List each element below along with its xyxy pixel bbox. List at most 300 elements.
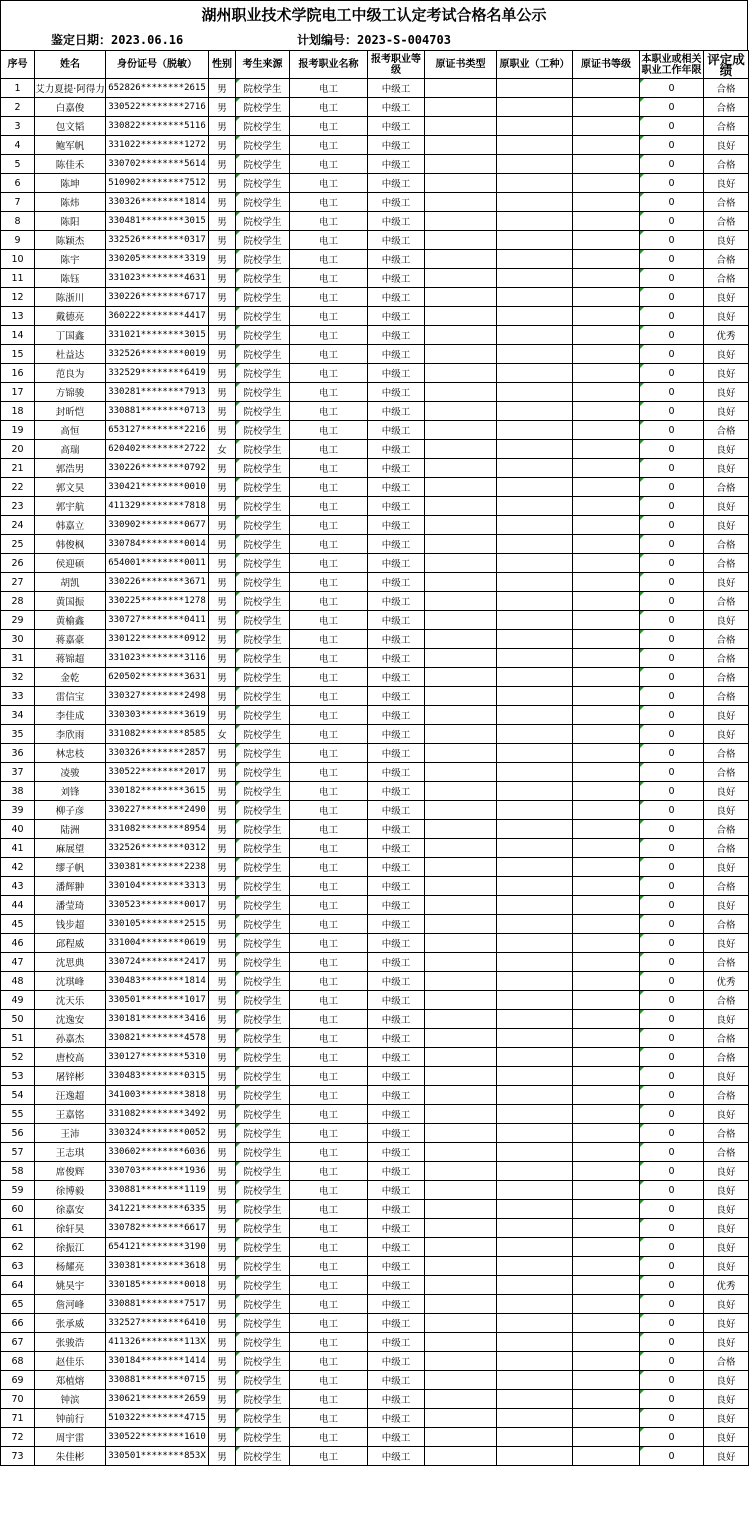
cell-orig-cert-level	[573, 1010, 640, 1029]
cell-gender: 男	[209, 706, 236, 725]
cell-gender: 男	[209, 421, 236, 440]
cell-occupation: 电工	[290, 649, 368, 668]
table-row	[1, 839, 749, 858]
cell-work-years: 0	[640, 440, 704, 459]
cell-id: 331082********8954	[106, 820, 209, 839]
cell-result: 良好	[704, 307, 749, 326]
cell-id: 330225********1278	[106, 592, 209, 611]
cell-level: 中级工	[368, 877, 425, 896]
cell-work-years: 0	[640, 554, 704, 573]
cell-source: 院校学生	[236, 1371, 290, 1390]
cell-id: 510902********7512	[106, 174, 209, 193]
cell-source: 院校学生	[236, 1257, 290, 1276]
cell-orig-cert-level	[573, 801, 640, 820]
cell-level: 中级工	[368, 725, 425, 744]
cell-source: 院校学生	[236, 1409, 290, 1428]
cell-seq: 67	[1, 1333, 35, 1352]
cell-name: 凌骏	[35, 763, 106, 782]
cell-id: 330421********0010	[106, 478, 209, 497]
cell-name: 沈天乐	[35, 991, 106, 1010]
cell-level: 中级工	[368, 1333, 425, 1352]
cell-source: 院校学生	[236, 1295, 290, 1314]
cell-seq: 21	[1, 459, 35, 478]
cell-orig-cert-type	[425, 1143, 497, 1162]
cell-work-years: 0	[640, 1181, 704, 1200]
cell-name: 徐博毅	[35, 1181, 106, 1200]
table-row	[1, 953, 749, 972]
cell-gender: 男	[209, 1276, 236, 1295]
cell-source: 院校学生	[236, 250, 290, 269]
cell-result: 合格	[704, 991, 749, 1010]
cell-orig-cert-type	[425, 326, 497, 345]
table-row	[1, 1048, 749, 1067]
cell-seq: 16	[1, 364, 35, 383]
cell-orig-occupation	[497, 117, 573, 136]
cell-occupation: 电工	[290, 1390, 368, 1409]
cell-orig-cert-level	[573, 1276, 640, 1295]
cell-level: 中级工	[368, 440, 425, 459]
cell-id: 330281********7913	[106, 383, 209, 402]
table-row	[1, 459, 749, 478]
cell-gender: 男	[209, 269, 236, 288]
cell-id: 654001********0011	[106, 554, 209, 573]
cell-seq: 8	[1, 212, 35, 231]
cell-occupation: 电工	[290, 1219, 368, 1238]
cell-orig-cert-level	[573, 687, 640, 706]
cell-seq: 52	[1, 1048, 35, 1067]
cell-result: 合格	[704, 649, 749, 668]
cell-gender: 男	[209, 231, 236, 250]
cell-source: 院校学生	[236, 953, 290, 972]
cell-result: 合格	[704, 630, 749, 649]
cell-level: 中级工	[368, 1390, 425, 1409]
cell-seq: 71	[1, 1409, 35, 1428]
table-row	[1, 1295, 749, 1314]
cell-occupation: 电工	[290, 345, 368, 364]
cell-orig-cert-level	[573, 1447, 640, 1466]
table-row	[1, 554, 749, 573]
cell-orig-cert-type	[425, 1105, 497, 1124]
cell-orig-occupation	[497, 288, 573, 307]
table-row	[1, 212, 749, 231]
table-row	[1, 288, 749, 307]
cell-id: 330226********6717	[106, 288, 209, 307]
cell-source: 院校学生	[236, 573, 290, 592]
cell-name: 陆洲	[35, 820, 106, 839]
table-row	[1, 630, 749, 649]
cell-occupation: 电工	[290, 858, 368, 877]
cell-source: 院校学生	[236, 687, 290, 706]
cell-seq: 6	[1, 174, 35, 193]
cell-orig-cert-type	[425, 991, 497, 1010]
cell-orig-occupation	[497, 383, 573, 402]
cell-level: 中级工	[368, 1257, 425, 1276]
table-row	[1, 820, 749, 839]
cell-id: 332526********0019	[106, 345, 209, 364]
cell-result: 良好	[704, 1371, 749, 1390]
cell-occupation: 电工	[290, 193, 368, 212]
cell-orig-occupation	[497, 1295, 573, 1314]
cell-name: 杜益达	[35, 345, 106, 364]
cell-id: 330122********0912	[106, 630, 209, 649]
cell-orig-cert-level	[573, 1067, 640, 1086]
cell-level: 中级工	[368, 250, 425, 269]
cell-orig-occupation	[497, 402, 573, 421]
cell-orig-cert-type	[425, 269, 497, 288]
cell-work-years: 0	[640, 934, 704, 953]
cell-orig-cert-level	[573, 706, 640, 725]
cell-id: 330326********1814	[106, 193, 209, 212]
cell-occupation: 电工	[290, 782, 368, 801]
cell-gender: 男	[209, 1010, 236, 1029]
cell-name: 白嘉俊	[35, 98, 106, 117]
cell-orig-cert-level	[573, 611, 640, 630]
cell-name: 汪逸超	[35, 1086, 106, 1105]
cell-seq: 51	[1, 1029, 35, 1048]
cell-occupation: 电工	[290, 288, 368, 307]
cell-source: 院校学生	[236, 1447, 290, 1466]
cell-name: 包文韬	[35, 117, 106, 136]
cell-occupation: 电工	[290, 1238, 368, 1257]
cell-orig-cert-type	[425, 953, 497, 972]
cell-level: 中级工	[368, 801, 425, 820]
cell-orig-occupation	[497, 1314, 573, 1333]
cell-result: 良好	[704, 896, 749, 915]
cell-orig-cert-type	[425, 136, 497, 155]
cell-work-years: 0	[640, 364, 704, 383]
cell-occupation: 电工	[290, 440, 368, 459]
table-row	[1, 573, 749, 592]
col-header-work-years: 本职业或相关职业工作年限	[640, 51, 704, 79]
cell-occupation: 电工	[290, 554, 368, 573]
cell-level: 中级工	[368, 497, 425, 516]
cell-orig-cert-level	[573, 1428, 640, 1447]
cell-orig-cert-type	[425, 497, 497, 516]
cell-occupation: 电工	[290, 1371, 368, 1390]
cell-orig-cert-level	[573, 592, 640, 611]
table-row	[1, 98, 749, 117]
cell-orig-cert-level	[573, 307, 640, 326]
col-header-orig-occupation: 原职业（工种）	[497, 51, 573, 79]
cell-id: 360222********4417	[106, 307, 209, 326]
cell-name: 戴德亮	[35, 307, 106, 326]
cell-orig-occupation	[497, 991, 573, 1010]
cell-orig-cert-type	[425, 839, 497, 858]
cell-source: 院校学生	[236, 706, 290, 725]
cell-seq: 33	[1, 687, 35, 706]
cell-name: 潘辉翀	[35, 877, 106, 896]
cell-gender: 男	[209, 1428, 236, 1447]
cell-source: 院校学生	[236, 554, 290, 573]
cell-name: 钱步超	[35, 915, 106, 934]
cell-orig-cert-level	[573, 1086, 640, 1105]
cell-seq: 69	[1, 1371, 35, 1390]
cell-level: 中级工	[368, 744, 425, 763]
cell-level: 中级工	[368, 763, 425, 782]
cell-orig-cert-type	[425, 155, 497, 174]
cell-orig-occupation	[497, 1390, 573, 1409]
cell-work-years: 0	[640, 668, 704, 687]
table-row	[1, 782, 749, 801]
cell-seq: 22	[1, 478, 35, 497]
cell-source: 院校学生	[236, 801, 290, 820]
cell-work-years: 0	[640, 79, 704, 98]
cell-occupation: 电工	[290, 668, 368, 687]
table-row	[1, 1086, 749, 1105]
cell-source: 院校学生	[236, 1124, 290, 1143]
cell-work-years: 0	[640, 1238, 704, 1257]
cell-source: 院校学生	[236, 1162, 290, 1181]
cell-gender: 男	[209, 1181, 236, 1200]
cell-seq: 48	[1, 972, 35, 991]
cell-orig-cert-level	[573, 1333, 640, 1352]
cell-gender: 男	[209, 820, 236, 839]
cell-id: 330703********1936	[106, 1162, 209, 1181]
cell-orig-cert-level	[573, 1143, 640, 1162]
cell-gender: 男	[209, 1333, 236, 1352]
cell-seq: 55	[1, 1105, 35, 1124]
cell-gender: 男	[209, 1447, 236, 1466]
cell-orig-occupation	[497, 250, 573, 269]
cell-result: 合格	[704, 953, 749, 972]
cell-id: 330104********3313	[106, 877, 209, 896]
cell-source: 院校学生	[236, 820, 290, 839]
cell-result: 良好	[704, 174, 749, 193]
cell-orig-cert-level	[573, 269, 640, 288]
cell-name: 胡凯	[35, 573, 106, 592]
cell-orig-occupation	[497, 155, 573, 174]
cell-seq: 7	[1, 193, 35, 212]
cell-orig-occupation	[497, 1371, 573, 1390]
cell-level: 中级工	[368, 934, 425, 953]
cell-work-years: 0	[640, 877, 704, 896]
cell-source: 院校学生	[236, 307, 290, 326]
cell-orig-cert-type	[425, 516, 497, 535]
cell-occupation: 电工	[290, 1048, 368, 1067]
cell-source: 院校学生	[236, 478, 290, 497]
cell-work-years: 0	[640, 573, 704, 592]
cell-orig-cert-level	[573, 79, 640, 98]
cell-gender: 男	[209, 1162, 236, 1181]
cell-level: 中级工	[368, 687, 425, 706]
cell-gender: 男	[209, 326, 236, 345]
col-header-occupation: 报考职业名称	[290, 51, 368, 79]
cell-orig-occupation	[497, 326, 573, 345]
cell-result: 合格	[704, 1124, 749, 1143]
cell-id: 330727********0411	[106, 611, 209, 630]
cell-orig-cert-type	[425, 193, 497, 212]
cell-gender: 男	[209, 307, 236, 326]
cell-result: 良好	[704, 1314, 749, 1333]
cell-seq: 11	[1, 269, 35, 288]
cell-work-years: 0	[640, 953, 704, 972]
cell-occupation: 电工	[290, 1067, 368, 1086]
cell-occupation: 电工	[290, 839, 368, 858]
cell-seq: 44	[1, 896, 35, 915]
cell-id: 330881********1119	[106, 1181, 209, 1200]
cell-result: 优秀	[704, 326, 749, 345]
cell-occupation: 电工	[290, 1200, 368, 1219]
cell-orig-cert-type	[425, 478, 497, 497]
cell-seq: 60	[1, 1200, 35, 1219]
cell-name: 李佳成	[35, 706, 106, 725]
cell-occupation: 电工	[290, 972, 368, 991]
cell-gender: 男	[209, 535, 236, 554]
cell-orig-cert-type	[425, 383, 497, 402]
cell-orig-cert-type	[425, 611, 497, 630]
cell-result: 良好	[704, 611, 749, 630]
cell-result: 良好	[704, 1238, 749, 1257]
cell-orig-occupation	[497, 345, 573, 364]
table-row	[1, 1143, 749, 1162]
cell-source: 院校学生	[236, 98, 290, 117]
cell-occupation: 电工	[290, 307, 368, 326]
cell-seq: 64	[1, 1276, 35, 1295]
cell-work-years: 0	[640, 1333, 704, 1352]
cell-id: 330881********7517	[106, 1295, 209, 1314]
cell-orig-occupation	[497, 1219, 573, 1238]
cell-orig-occupation	[497, 478, 573, 497]
cell-work-years: 0	[640, 117, 704, 136]
cell-result: 优秀	[704, 972, 749, 991]
cell-orig-cert-type	[425, 1447, 497, 1466]
cell-orig-cert-type	[425, 440, 497, 459]
cell-seq: 18	[1, 402, 35, 421]
cell-work-years: 0	[640, 763, 704, 782]
col-header-level: 报考职业等级	[368, 51, 425, 79]
cell-id: 330105********2515	[106, 915, 209, 934]
cell-work-years: 0	[640, 991, 704, 1010]
cell-level: 中级工	[368, 554, 425, 573]
cell-occupation: 电工	[290, 402, 368, 421]
cell-source: 院校学生	[236, 1105, 290, 1124]
cell-orig-cert-level	[573, 326, 640, 345]
cell-result: 合格	[704, 820, 749, 839]
cell-occupation: 电工	[290, 801, 368, 820]
cell-work-years: 0	[640, 98, 704, 117]
cell-work-years: 0	[640, 1200, 704, 1219]
cell-work-years: 0	[640, 744, 704, 763]
cell-gender: 男	[209, 1219, 236, 1238]
cell-orig-cert-type	[425, 1333, 497, 1352]
cell-level: 中级工	[368, 820, 425, 839]
cell-id: 331023********3116	[106, 649, 209, 668]
cell-orig-cert-type	[425, 1048, 497, 1067]
cell-work-years: 0	[640, 592, 704, 611]
cell-orig-cert-type	[425, 1257, 497, 1276]
cell-orig-cert-level	[573, 1181, 640, 1200]
cell-source: 院校学生	[236, 592, 290, 611]
cell-source: 院校学生	[236, 782, 290, 801]
cell-occupation: 电工	[290, 269, 368, 288]
cell-level: 中级工	[368, 991, 425, 1010]
cell-orig-cert-type	[425, 307, 497, 326]
cell-seq: 49	[1, 991, 35, 1010]
cell-seq: 25	[1, 535, 35, 554]
cell-work-years: 0	[640, 535, 704, 554]
cell-seq: 24	[1, 516, 35, 535]
cell-source: 院校学生	[236, 136, 290, 155]
cell-gender: 男	[209, 1314, 236, 1333]
cell-name: 周宇雷	[35, 1428, 106, 1447]
cell-work-years: 0	[640, 459, 704, 478]
cell-seq: 2	[1, 98, 35, 117]
cell-orig-cert-level	[573, 668, 640, 687]
cell-seq: 47	[1, 953, 35, 972]
cell-occupation: 电工	[290, 763, 368, 782]
cell-name: 郭宇航	[35, 497, 106, 516]
cell-id: 330184********1414	[106, 1352, 209, 1371]
cell-gender: 男	[209, 1238, 236, 1257]
cell-source: 院校学生	[236, 1428, 290, 1447]
cell-name: 林忠枝	[35, 744, 106, 763]
cell-id: 330381********2238	[106, 858, 209, 877]
cell-gender: 男	[209, 1067, 236, 1086]
cell-orig-occupation	[497, 421, 573, 440]
cell-work-years: 0	[640, 611, 704, 630]
cell-occupation: 电工	[290, 687, 368, 706]
table-row	[1, 117, 749, 136]
cell-orig-cert-level	[573, 1105, 640, 1124]
cell-orig-cert-level	[573, 1390, 640, 1409]
cell-source: 院校学生	[236, 364, 290, 383]
cell-seq: 62	[1, 1238, 35, 1257]
cell-occupation: 电工	[290, 421, 368, 440]
cell-level: 中级工	[368, 136, 425, 155]
cell-occupation: 电工	[290, 1276, 368, 1295]
cell-gender: 男	[209, 136, 236, 155]
cell-gender: 男	[209, 1105, 236, 1124]
cell-source: 院校学生	[236, 1086, 290, 1105]
cell-name: 麻展望	[35, 839, 106, 858]
cell-orig-cert-level	[573, 98, 640, 117]
table-row	[1, 801, 749, 820]
cell-occupation: 电工	[290, 991, 368, 1010]
cell-orig-occupation	[497, 573, 573, 592]
cell-level: 中级工	[368, 326, 425, 345]
cell-orig-cert-level	[573, 839, 640, 858]
cell-occupation: 电工	[290, 630, 368, 649]
table-row	[1, 497, 749, 516]
table-row	[1, 535, 749, 554]
cell-id: 330522********2716	[106, 98, 209, 117]
cell-orig-occupation	[497, 497, 573, 516]
cell-source: 院校学生	[236, 877, 290, 896]
cell-work-years: 0	[640, 649, 704, 668]
cell-seq: 28	[1, 592, 35, 611]
cell-orig-occupation	[497, 1010, 573, 1029]
cell-seq: 31	[1, 649, 35, 668]
table-row	[1, 174, 749, 193]
cell-orig-cert-type	[425, 1352, 497, 1371]
cell-level: 中级工	[368, 478, 425, 497]
cell-name: 封昕恺	[35, 402, 106, 421]
table-row	[1, 934, 749, 953]
table-row	[1, 687, 749, 706]
cell-result: 良好	[704, 1200, 749, 1219]
cell-occupation: 电工	[290, 364, 368, 383]
table-row	[1, 326, 749, 345]
table-row	[1, 1352, 749, 1371]
cell-seq: 53	[1, 1067, 35, 1086]
cell-orig-cert-level	[573, 1352, 640, 1371]
cell-orig-occupation	[497, 440, 573, 459]
cell-work-years: 0	[640, 212, 704, 231]
table-row	[1, 136, 749, 155]
cell-work-years: 0	[640, 1067, 704, 1086]
cell-orig-cert-level	[573, 1295, 640, 1314]
cell-id: 654121********3190	[106, 1238, 209, 1257]
